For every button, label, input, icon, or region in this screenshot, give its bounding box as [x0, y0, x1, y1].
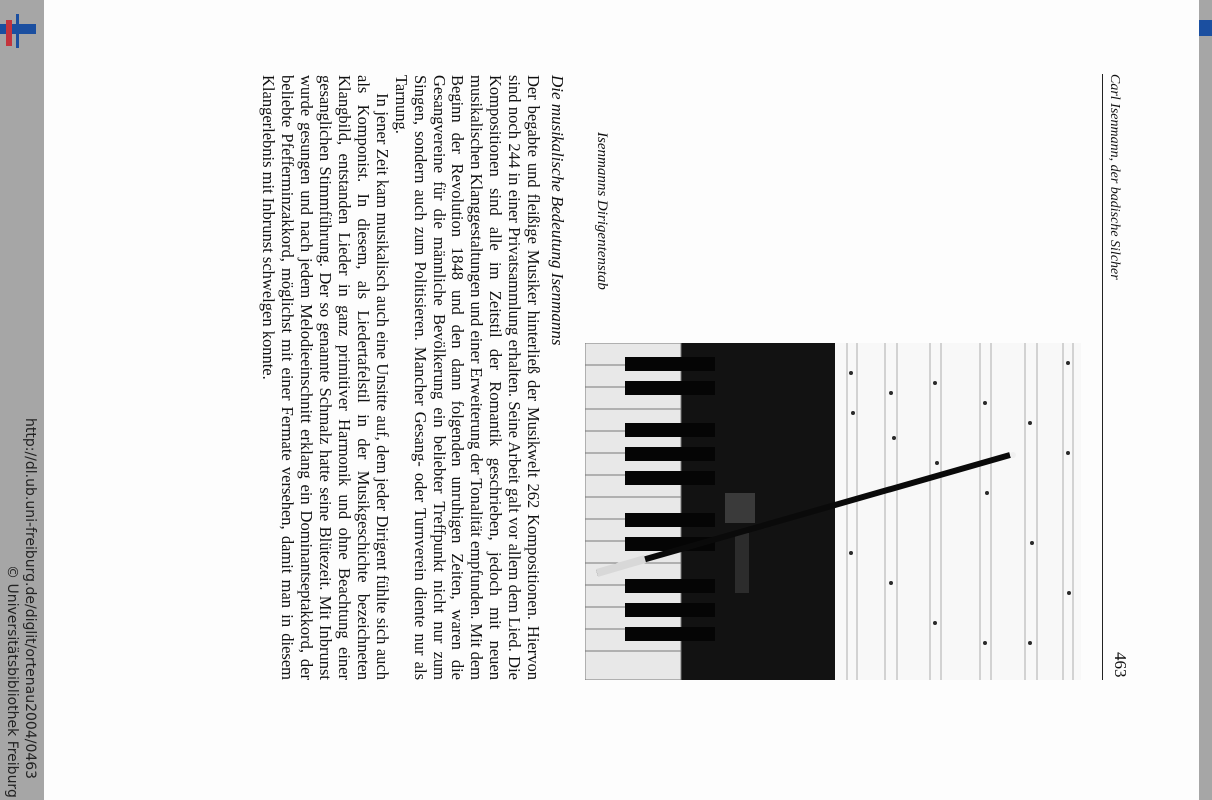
- body-text-column: [259, 75, 567, 680]
- figure-photo: [585, 343, 1081, 680]
- page-sheet: [44, 0, 1199, 800]
- paragraph-2: In jener Zeit kam musikalisch auch eine Unsitte auf, dem jeder Dirigent fühlte sich auch als Komponist. In diesem, als Liedertafelstil in der Musikgeschichte bezeichneten Klangbild, entstanden Lieder in ganz primitiver Harmonik und ohne Beachtung einer gesanglichen Stimmführung. Der so genannte Schmalz hatte seine Blütezeit. Mit Inbrunst wurde gesungen und nach jedem Melodieeinschnitt erklang ein Dominantseptakkord, der beliebte Pfefferminzakkord, möglichst mit einer Fermate versehen, damit man in diesem Klangerlebnis mit Inbrunst schwelgen konnte.: [259, 75, 392, 680]
- section-title: Die musikalische Bedeutung Isenmanns: [548, 75, 567, 346]
- scan-color-bar-right: [1199, 20, 1212, 36]
- figure-caption: Isenmanns Dirigentenstab: [594, 132, 610, 290]
- scan-color-bar-left-red: [6, 20, 12, 46]
- paragraph-1: Der begabte und fleißige Musiker hinterließ der Musikwelt 262 Kompositionen. Hiervon sind noch 244 in einer Privatsammlung erhalten. Seine Arbeit galt vor allem dem Lied. Die Kompositionen sind alle im Zeitstil der Romantik geschrieben, jedoch mit neuen musikalischen Klanggestaltungen und einer Erweiterung der Tonalität empfunden. Mit dem Beginn der Revolution 1848 und den dann folgenden unruhigen Zeiten, waren die Gesangvereine für die männliche Bevölkerung ein beliebter Treffpunkt nicht nur zum Singen, sondern auch zum Politisieren. Mancher Gesang- oder Turnverein diente nur als Tarnung.: [391, 75, 544, 680]
- page-number: 463: [1111, 652, 1130, 678]
- running-title: Carl Isenmann, der badische Silcher: [1107, 74, 1122, 280]
- scan-color-bar-left-mark: [16, 14, 19, 48]
- baton-piano-photo: [585, 343, 1081, 680]
- margin-url[interactable]: http://dl.ub.uni-freiburg.de/diglit/ortenau2004/0463: [22, 418, 38, 780]
- header-rule: [1102, 74, 1103, 680]
- margin-copyright: © Universitätsbibliothek Freiburg: [4, 565, 20, 798]
